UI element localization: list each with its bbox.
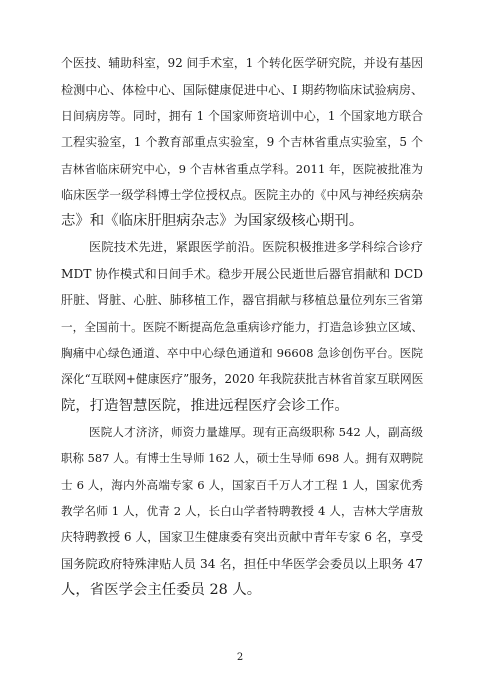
paragraph-3-line-4: 教学名师 1 人，优青 2 人，长白山学者特聘教授 4 人，吉林大学唐敖 — [61, 504, 423, 518]
paragraph-2-line-3: 肝脏、肾脏、心脏、肺移植工作，器官捐献与移植总量位列东三省第 — [61, 293, 423, 307]
paragraph-2-line-1: 医院技术先进，紧跟医学前沿。医院积极推进多学科综合诊疗 — [89, 240, 423, 254]
paragraph-2-line-4: 一，全国前十。医院不断提高危急重病诊疗能力，打造急诊独立区域、 — [61, 320, 423, 334]
paragraph-1-line-1: 个医技、辅助科室，92 间手术室，1 个转化医学研究院，并设有基因 — [61, 56, 423, 70]
paragraph-3-line-3: 士 6 人，海内外高端专家 6 人，国家百千万人才工程 1 人，国家优秀 — [61, 478, 423, 492]
paragraph-1-line-2: 检测中心、体检中心、国际健康促进中心、I 期药物临床试验病房、 — [61, 83, 424, 97]
paragraph-1-line-4: 工程实验室，1 个教育部重点实验室，9 个吉林省重点实验室，5 个 — [61, 135, 423, 149]
paragraph-2-line-5: 胸痛中心绿色通道、卒中中心绿色通道和 96608 急诊创伤平台。医院 — [61, 346, 423, 360]
paragraph-3-line-2: 职称 587 人。有博士生导师 162 人，硕士生导师 698 人。拥有双聘院 — [61, 451, 423, 465]
paragraph-2-line-6: 深化“互联网+健康医疗”服务，2020 年我院获批吉林省首家互联网医 — [61, 372, 424, 386]
paragraph-1-line-6: 临床医学一级学科博士学位授权点。医院主办的《中风与神经疾病杂 — [61, 188, 423, 202]
paragraph-1-line-7: 志》和《临床肝胆病杂志》为国家级核心期刊。 — [61, 213, 364, 229]
paragraph-3-line-5: 庆特聘教授 6 人，国家卫生健康委有突出贡献中青年专家 6 名，享受 — [61, 530, 423, 544]
page-number: 2 — [236, 652, 244, 663]
paragraph-1-line-3: 日间病房等。同时，拥有 1 个国家师资培训中心，1 个国家地方联合 — [61, 109, 423, 123]
paragraph-2-line-7: 院，打造智慧医院，推进远程医疗会诊工作。 — [61, 398, 349, 414]
paragraph-1-line-5: 吉林省临床研究中心，9 个吉林省重点学科。2011 年，医院被批准为 — [61, 162, 423, 176]
paragraph-2-line-2: MDT 协作模式和日间手术。稳步开展公民逝世后器官捐献和 DCD — [61, 267, 423, 281]
paragraph-3-line-1: 医院人才济济，师资力量雄厚。现有正高级职称 542 人，副高级 — [89, 425, 423, 439]
paragraph-3-line-7: 人，省医学会主任委员 28 人。 — [61, 582, 262, 598]
paragraph-3-line-6: 国务院政府特殊津贴人员 34 名，担任中华医学会委员以上职务 47 — [61, 557, 423, 571]
